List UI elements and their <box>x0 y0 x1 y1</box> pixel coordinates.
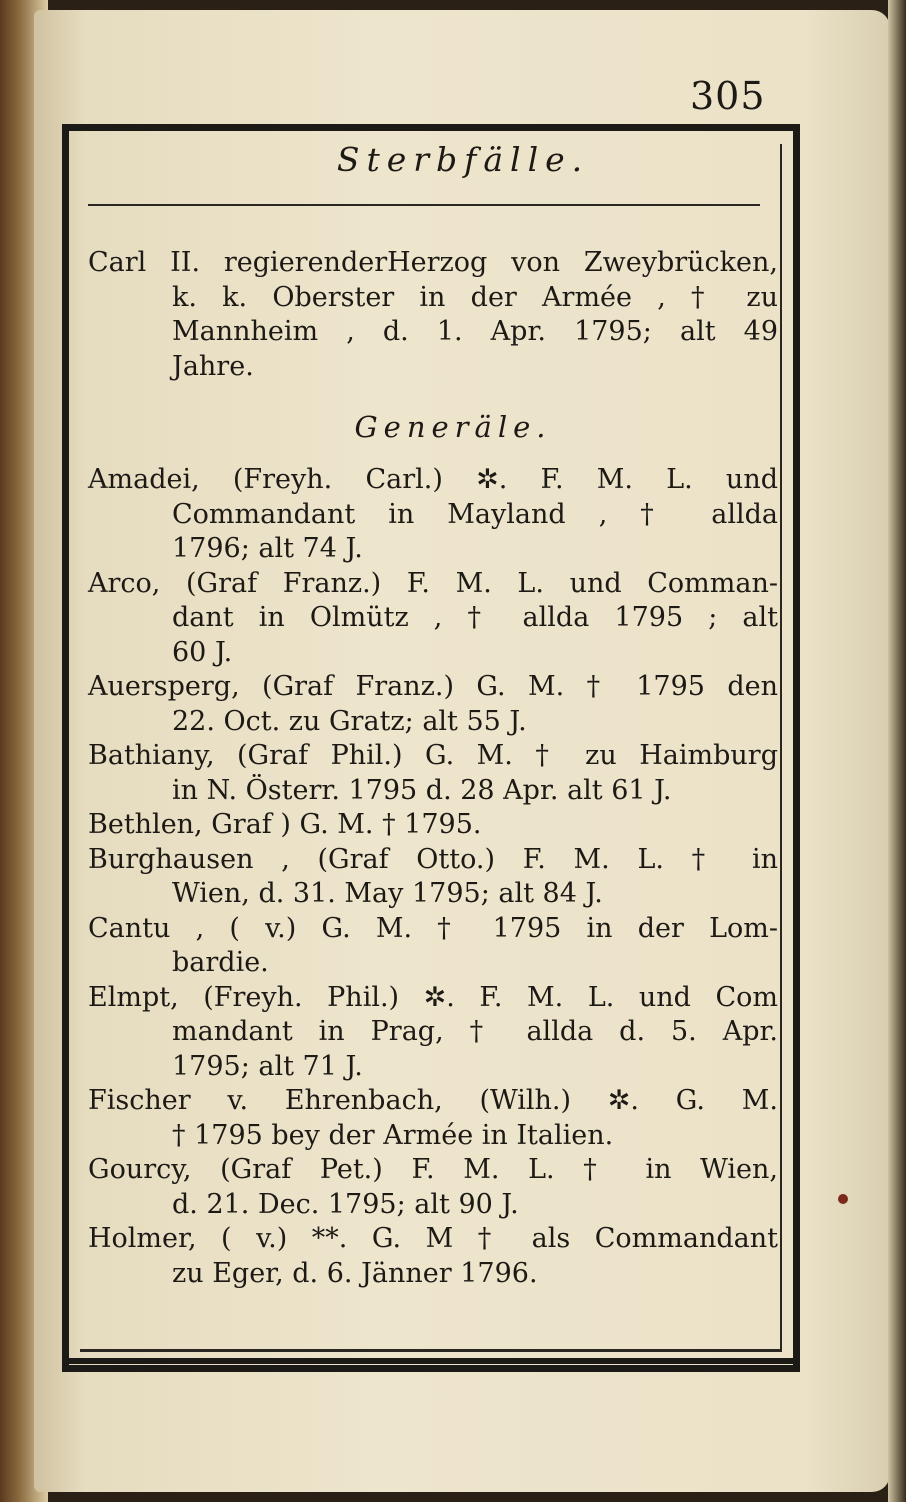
bottom-rule <box>62 1358 800 1364</box>
entry-line-continued: 60 J. <box>172 636 233 668</box>
entry-line-continued: 1796; alt 74 J. <box>172 533 363 564</box>
entry-line-continued: Jahre. <box>172 350 254 382</box>
entry-line-continued: in N. Österr. 1795 d. 28 Apr. alt 61 J. <box>172 774 672 806</box>
ink-spot <box>838 1194 848 1204</box>
entry-line-continued: bardie. <box>172 947 269 978</box>
obituary-entry <box>88 670 778 739</box>
obituary-entry <box>88 912 778 981</box>
entry-line-name: Amadei, (Freyh. Carl.) ✲. F. M. L. und <box>88 464 778 495</box>
title-rule <box>88 204 760 206</box>
obituary-entry <box>88 843 778 912</box>
entry-line-name: Auersperg, (Graf Franz.) G. M. † 1795 den <box>88 671 778 702</box>
obituary-entry <box>88 1084 778 1153</box>
obituary-entry <box>88 739 778 808</box>
page-number: 305 <box>690 74 766 118</box>
section-subtitle: Generäle. <box>354 410 552 444</box>
entry-line-continued: Mannheim , d. 1. Apr. 1795; alt 49 <box>172 316 778 347</box>
entry-line-continued: 1795; alt 71 J. <box>172 1050 363 1082</box>
entry-line-continued: dant in Olmütz , † allda 1795 ; alt <box>172 602 778 633</box>
entry-line-name: Arco, (Graf Franz.) F. M. L. und Comman- <box>88 567 778 599</box>
obituary-entry <box>88 1222 778 1291</box>
obituary-entry <box>88 981 778 1085</box>
entry-line-continued: zu Eger, d. 6. Jänner 1796. <box>172 1257 538 1289</box>
section-title: Sterbfälle. <box>336 140 590 179</box>
obituary-entry <box>88 567 778 671</box>
entry-line-name: Carl II. regierenderHerzog von Zweybrücken, <box>88 247 778 278</box>
generals-list <box>88 463 778 1291</box>
entry-line-name: Elmpt, (Freyh. Phil.) ✲. F. M. L. und Com <box>88 981 778 1013</box>
entry-line-name: Holmer, ( v.) **. G. M † als Commandant <box>88 1223 778 1254</box>
entry-line-continued: mandant in Prag, † allda d. 5. Apr. <box>172 1016 778 1047</box>
obituary-entry <box>88 808 778 843</box>
entry-line-continued: k. k. Oberster in der Armée , † zu <box>172 281 778 313</box>
entry-line-name: Bethlen, Graf ) G. M. † 1795. <box>88 809 482 840</box>
obituary-entry <box>88 463 778 567</box>
entry-line-continued: † 1795 bey der Armée in Italien. <box>172 1119 614 1151</box>
obituary-entry <box>88 1153 778 1222</box>
entry-line-name: Cantu , ( v.) G. M. † 1795 in der Lom- <box>88 912 778 944</box>
entry-line-continued: Commandant in Mayland , † allda <box>172 498 778 530</box>
entry-line-continued: Wien, d. 31. May 1795; alt 84 J. <box>172 878 603 909</box>
entry-line-name: Gourcy, (Graf Pet.) F. M. L. † in Wien, <box>88 1154 778 1185</box>
page-edge-shadow <box>888 0 906 1502</box>
first-entry <box>88 246 778 384</box>
entry-line-name: Bathiany, (Graf Phil.) G. M. † zu Haimburg <box>88 740 778 771</box>
entry-line-continued: 22. Oct. zu Gratz; alt 55 J. <box>172 705 527 737</box>
entry-line-name: Fischer v. Ehrenbach, (Wilh.) ✲. G. M. <box>88 1085 778 1116</box>
entry-line-name: Burghausen , (Graf Otto.) F. M. L. † in <box>88 843 778 875</box>
obituary-entry <box>88 246 778 384</box>
entry-line-continued: d. 21. Dec. 1795; alt 90 J. <box>172 1188 519 1220</box>
